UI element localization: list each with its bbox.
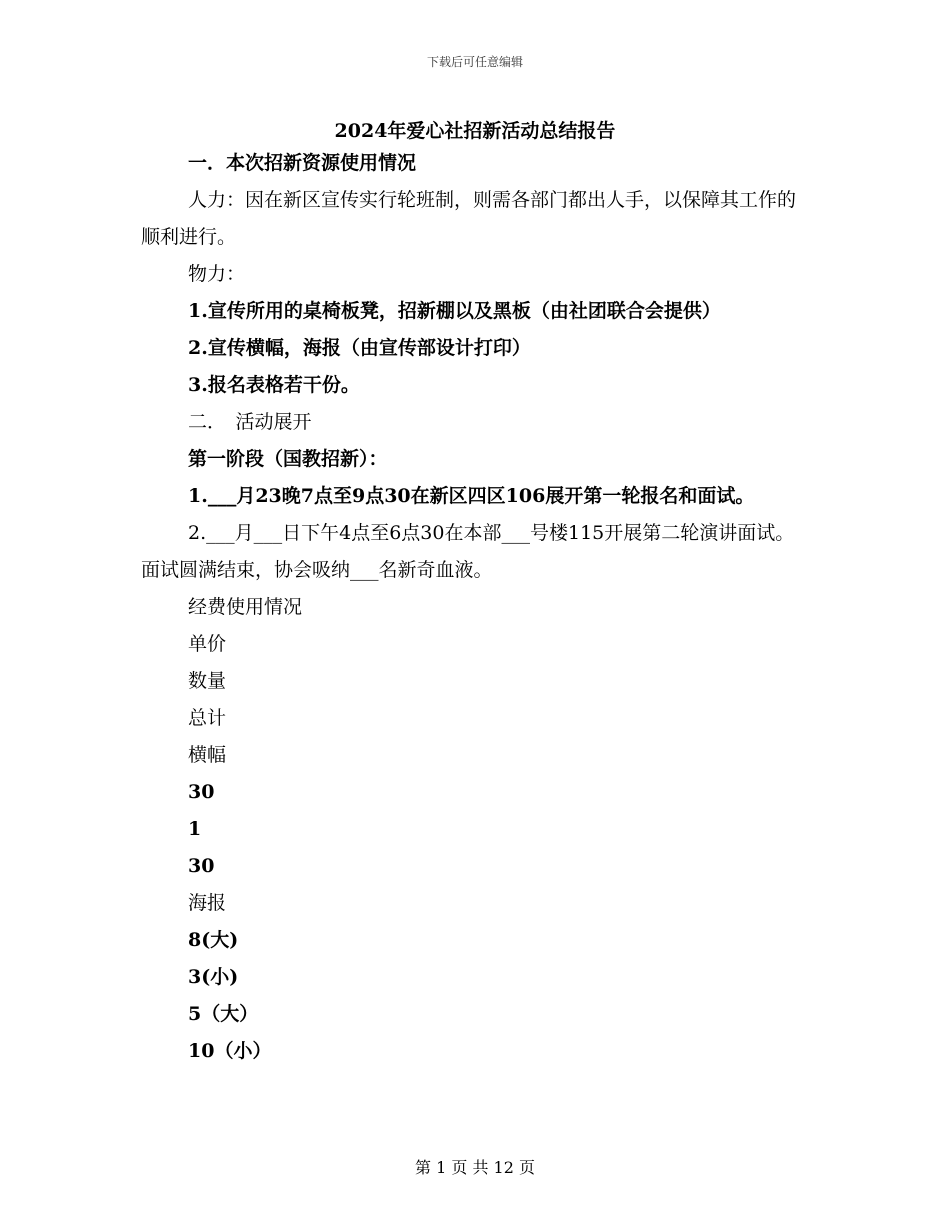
expense-list [141, 626, 811, 1070]
expense-line: 海报 [188, 892, 227, 914]
expense-line: 数量 [188, 670, 227, 692]
expense-line: 1 [188, 818, 202, 840]
expense-heading: 经费使用情况 [188, 596, 303, 618]
expense-line: 总计 [188, 707, 227, 729]
expense-line: 8(大) [188, 929, 239, 951]
expense-line: 3(小) [188, 966, 239, 988]
material-item: 1.宣传所用的桌椅板凳，招新棚以及黑板（由社团联合会提供） [188, 300, 721, 322]
manpower-paragraph: 人力：因在新区宣传实行轮班制，则需各部门都出人手，以保障其工作的顺利进行。 [141, 189, 797, 248]
page-footer: 第 1 页 共 12 页 [415, 1158, 535, 1177]
material-item: 3.报名表格若干份。 [188, 374, 360, 396]
header-note: 下载后可任意编辑 [426, 55, 523, 69]
section2-heading: 二． 活动展开 [188, 411, 312, 433]
expense-line: 单价 [188, 633, 227, 655]
document-body [141, 145, 811, 1070]
expense-line: 横幅 [188, 744, 227, 766]
expense-line: 5（大） [188, 1003, 259, 1025]
section1-heading: 一．本次招新资源使用情况 [188, 152, 417, 174]
expense-line: 10（小） [188, 1040, 272, 1062]
material-label: 物力： [188, 263, 246, 285]
document-title: 2024年爱心社招新活动总结报告 [334, 120, 616, 142]
stage1-heading: 第一阶段（国教招新）： [188, 448, 388, 470]
stage1-item: 2.___月___日下午4点至6点30在本部___号楼115开展第二轮演讲面试。面试圆满结束，协会吸纳___名新奇血液。 [141, 522, 795, 581]
stage1-item: 1.___月23晚7点至9点30在新区四区106展开第一轮报名和面试。 [188, 485, 755, 507]
expense-line: 30 [188, 855, 215, 877]
expense-line: 30 [188, 781, 215, 803]
material-item: 2.宣传横幅，海报（由宣传部设计打印） [188, 337, 531, 359]
